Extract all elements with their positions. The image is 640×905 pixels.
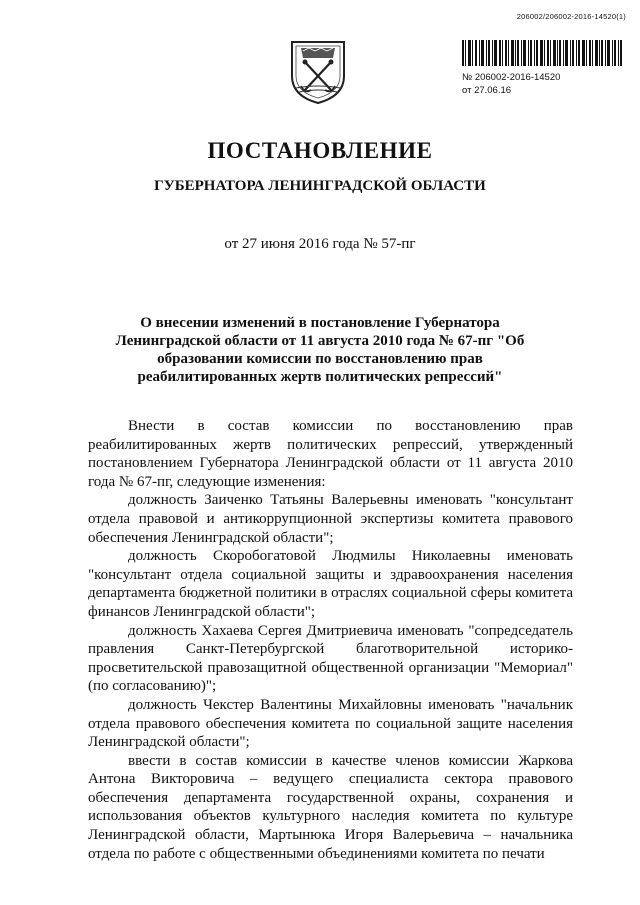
document-reference-number: 206002/206002-2016-14520(1)	[516, 12, 626, 21]
document-heading: О внесении изменений в постановление Губернатора Ленинградской области от 11 августа 2010 года № 67-пг "Об образовании комиссии по восстановлению прав реабилитированных жертв политических репрессий"	[115, 315, 525, 385]
body-paragraph: должность Заиченко Татьяны Валерьевны именовать "консультант отдела правовой и антикоррупционной экспертизы комитета правового обеспечения Ленинградской области";	[88, 492, 573, 546]
document-subtitle: ГУБЕРНАТОРА ЛЕНИНГРАДСКОЙ ОБЛАСТИ	[154, 178, 486, 194]
document-body	[88, 417, 573, 863]
registration-date: от 27.06.16	[462, 85, 512, 96]
coat-of-arms-icon	[287, 36, 349, 106]
barcode-icon	[462, 40, 622, 66]
body-paragraph: Внести в состав комиссии по восстановлению прав реабилитированных жертв политических репрессий, утвержденный постановлением Губернатора Ленинградской области от 11 августа 2010 года № 67-пг, следующие изменения:	[88, 418, 573, 490]
body-paragraph: ввести в состав комиссии в качестве членов комиссии Жаркова Антона Викторовича – ведущего специалиста сектора правового обеспечения департамента государственной охраны, сохранения и использования объектов культурного наследия комитета по культуре Ленинградской области, Мартынюка Игоря Валерьевича – начальника отдела по работе с общественными объединениями комитета по печати	[88, 752, 573, 862]
document-date-line: от 27 июня 2016 года № 57-пг	[224, 236, 416, 252]
body-paragraph: должность Хахаева Сергея Дмитриевича именовать "сопредседатель правления Санкт-Петербургской благотворительной историко-просветительской правозащитной общественной организации "Мемориал" (по согласованию)";	[88, 622, 573, 695]
document-title: ПОСТАНОВЛЕНИЕ	[207, 138, 433, 163]
registration-number: № 206002-2016-14520	[462, 72, 561, 83]
body-paragraph: должность Чекстер Валентины Михайловны именовать "начальник отдела правового обеспечения комитета по социальной защите населения Ленинградской области";	[88, 696, 573, 751]
body-paragraph: должность Скоробогатовой Людмилы Николаевны именовать "консультант отдела социальной защиты и здравоохранения населения департамента бюджетной политики в отраслях социальной сферы комитета финансов Ленинградской области";	[88, 548, 573, 620]
